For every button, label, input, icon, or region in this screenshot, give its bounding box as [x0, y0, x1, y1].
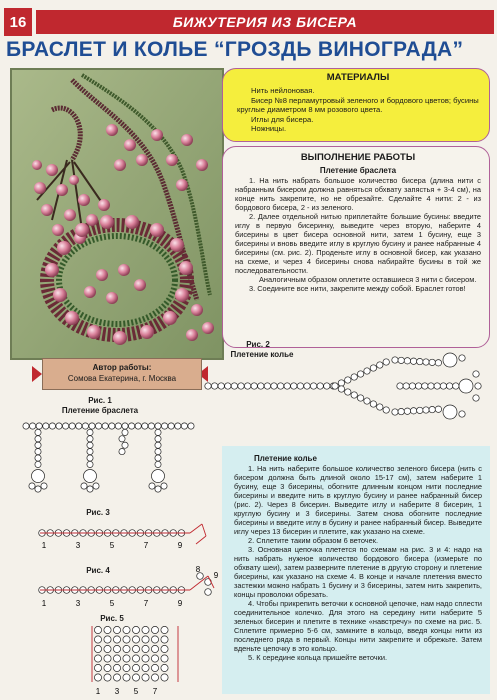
bead-circle: [422, 383, 428, 389]
bracelet-subheading: Плетение браслета: [319, 166, 397, 175]
bead-circle: [82, 423, 88, 429]
bead-circle: [161, 645, 168, 652]
bead-circle: [142, 674, 149, 681]
bead-circle: [155, 442, 161, 448]
bead-circle: [271, 383, 277, 389]
bead-circle: [345, 377, 351, 383]
bead-circle: [129, 423, 135, 429]
bead-circle: [443, 353, 457, 367]
bead-circle: [443, 405, 457, 419]
bead-circle: [151, 664, 158, 671]
bead-circle: [94, 655, 101, 662]
bead-circle: [435, 406, 441, 412]
bead-circle: [218, 383, 224, 389]
bead-circle: [87, 461, 93, 467]
bead-circle: [123, 674, 130, 681]
bead-circle: [434, 383, 440, 389]
bead-circle: [148, 423, 154, 429]
bead-circle: [377, 362, 383, 368]
bead-circle: [338, 386, 344, 392]
bead-circle: [264, 383, 270, 389]
bead-circle: [473, 395, 479, 401]
bead-circle: [317, 383, 323, 389]
fig3-bead-number: 3: [75, 541, 81, 550]
bead-circle: [357, 395, 363, 401]
bead-circle: [383, 407, 389, 413]
materials-box: [222, 68, 490, 142]
bead-circle: [149, 483, 155, 489]
bead-circle: [142, 423, 148, 429]
bead-circle: [56, 423, 62, 429]
bead-circle: [324, 383, 330, 389]
fig5-bead-number: 7: [152, 687, 158, 696]
bead-circle: [161, 483, 167, 489]
bead-circle: [93, 483, 99, 489]
bead-circle: [123, 664, 130, 671]
bead-circle: [155, 461, 161, 467]
bracelet-step: 3. Соедините все нити, закрепите между собой. Браслет готов!: [249, 284, 466, 293]
materials-item: Иглы для бисера.: [251, 114, 314, 124]
bead-circle: [35, 461, 41, 467]
bead-circle: [113, 664, 120, 671]
fig5-bead-number: 5: [133, 687, 139, 696]
bead-circle: [161, 655, 168, 662]
bead-circle: [84, 470, 97, 483]
bead-circle: [94, 626, 101, 633]
bead-circle: [345, 389, 351, 395]
fig2-title: Рис. 2: [246, 340, 270, 349]
bead-circle: [423, 359, 429, 365]
bead-circle: [291, 383, 297, 389]
bead-circle: [398, 357, 404, 363]
jewelry-photo: [10, 68, 224, 360]
fig3-bead-number: 9: [177, 541, 183, 550]
bead-circle: [459, 379, 473, 393]
bead-circle: [119, 449, 125, 455]
fig1-title: Рис. 1: [88, 396, 112, 405]
fig2-caption: Плетение колье: [230, 350, 294, 359]
author-ribbon-left: [32, 366, 42, 382]
materials-item: Нить нейлоновая.: [251, 86, 315, 96]
bead-circle: [43, 423, 49, 429]
bead-circle: [94, 645, 101, 652]
bead-circle: [404, 358, 410, 364]
bead-circle: [151, 655, 158, 662]
bead-circle: [102, 423, 108, 429]
bracelet-step: 1. На нить набрать большое количество бисера (длина нити с набранным бисером должна равняться обхвату запястья + 3-4 см), на конце нить закрепите, но не обрезайте. Сделайте 4 нити: 2 - из бордового бисера, 2 - из зеленого.: [235, 176, 481, 212]
bead-circle: [392, 357, 398, 363]
bead-circle: [225, 383, 231, 389]
bead-circle: [35, 486, 41, 492]
bead-circle: [35, 449, 41, 455]
necklace-step: 1. На нить наберите большое количество зеленого бисера (нить с бисером должна быть длиной около 15-17 см), затем наберите 1 бусину, еще 3 бисерины, обогните длинным концом нити последние бисерины и введите нить в круглую бусину и ранее набранный бисер (рис. 2). Через 8 бисерин. Выведите иглу и наберите 8 бисерин, 1 круглую бусину и 3 бисерины. Затем снова обогните последние бисерины и введите иглу в бусину и ранее набранный бисер. Выведите иглу через 13 бисерин и плетите, как указано на схеме.: [234, 464, 482, 536]
bead-circle: [310, 383, 316, 389]
bead-circle: [89, 423, 95, 429]
bead-circle: [423, 407, 429, 413]
bead-circle: [142, 655, 149, 662]
fig5-bead-number: 3: [114, 687, 120, 696]
bead-circle: [415, 383, 421, 389]
bead-circle: [113, 674, 120, 681]
bead-circle: [155, 455, 161, 461]
bead-circle: [151, 636, 158, 643]
bead-circle: [251, 383, 257, 389]
bead-circle: [155, 486, 161, 492]
bead-circle: [113, 636, 120, 643]
bead-circle: [297, 383, 303, 389]
bracelet-step: Аналогичным образом оплетите оставшиеся 3 нити с бисером.: [259, 275, 477, 284]
bead-circle: [36, 423, 42, 429]
bead-circle: [181, 423, 187, 429]
materials-item: Ножницы.: [251, 124, 287, 134]
bead-circle: [410, 358, 416, 364]
fig4-bead-number: 9: [177, 599, 183, 608]
fig2-diagram: [200, 352, 494, 444]
fig4-side-number: 9: [213, 571, 219, 580]
bead-circle: [351, 374, 357, 380]
bead-circle: [35, 429, 41, 435]
author-name: Сомова Екатерина, г. Москва: [67, 374, 177, 383]
bead-circle: [132, 636, 139, 643]
fig4-bead-number: 3: [75, 599, 81, 608]
bead-circle: [104, 645, 111, 652]
work-heading: ВЫПОЛНЕНИЕ РАБОТЫ: [300, 152, 416, 163]
bead-circle: [364, 398, 370, 404]
bead-circle: [151, 626, 158, 633]
bead-circle: [87, 436, 93, 442]
bead-circle: [155, 449, 161, 455]
bead-circle: [397, 383, 403, 389]
bead-circle: [473, 371, 479, 377]
bead-circle: [404, 408, 410, 414]
rubric-banner: БИЖУТЕРИЯ ИЗ БИСЕРА: [36, 10, 494, 34]
fig4-side-number: 8: [195, 566, 201, 574]
bead-circle: [135, 423, 141, 429]
bead-circle: [403, 383, 409, 389]
bead-circle: [155, 429, 161, 435]
jewelry-photo-illustration: [12, 70, 222, 358]
bead-circle: [238, 383, 244, 389]
bead-circle: [410, 408, 416, 414]
bead-circle: [123, 626, 130, 633]
bead-circle: [429, 359, 435, 365]
necklace-step: 3. Основная цепочка плетется по схемам на рис. 3 и 4: надо на нить набрать нужное количество бордового бисера (измерьте по обхвату шеи), затем разверните плетение в другую сторону и плетение бисерины, как указано на схеме 4. В конце и начале плетения вместо застежки можно набрать 1 бусину и 3 бисерины, затем нить закрепить, концы проволоки обрезать.: [234, 545, 482, 599]
fig5-title: Рис. 5: [100, 614, 124, 623]
bead-circle: [475, 383, 481, 389]
fig1-diagram: [20, 418, 200, 496]
bead-circle: [168, 423, 174, 429]
necklace-step: 4. Чтобы прикрепить веточки к основной цепочке, нам надо сплести соединительное колечко. Для этого на середину нити наберите 5 зеленых бисерин и плетите в технике «навстречу» по схеме на рис. 5. Сплетите примерно 5-6 см, замкните в кольцо, введя концы нити из последнего ряда в первый. Концы нити закрепите и обрежьте. Затем вденьте цепочку в это кольцо.: [234, 599, 482, 653]
article-title: БРАСЛЕТ И КОЛЬЕ “ГРОЗДЬ ВИНОГРАДА”: [6, 38, 464, 61]
bead-circle: [409, 383, 415, 389]
bead-circle: [142, 664, 149, 671]
bead-circle: [383, 359, 389, 365]
bead-circle: [161, 664, 168, 671]
bead-circle: [392, 409, 398, 415]
bead-circle: [132, 674, 139, 681]
bead-circle: [109, 423, 115, 429]
bead-circle: [244, 383, 250, 389]
bead-circle: [435, 360, 441, 366]
bead-circle: [151, 645, 158, 652]
bead-circle: [96, 423, 102, 429]
thread-path: [196, 536, 206, 544]
fig3-bead-number: 1: [41, 541, 47, 550]
bead-circle: [304, 383, 310, 389]
bead-circle: [76, 423, 82, 429]
bead-circle: [104, 626, 111, 633]
bead-circle: [29, 483, 35, 489]
bead-circle: [332, 383, 338, 389]
bead-circle: [417, 407, 423, 413]
bead-circle: [35, 442, 41, 448]
fig5-bead-number: 1: [95, 687, 101, 696]
necklace-instructions-box: [222, 446, 490, 694]
bead-circle: [30, 423, 36, 429]
bead-circle: [122, 429, 128, 435]
bead-circle: [161, 626, 168, 633]
bead-circle: [32, 470, 45, 483]
bead-circle: [142, 636, 149, 643]
bead-circle: [175, 423, 181, 429]
fig4-bead-number: 5: [109, 599, 115, 608]
bead-circle: [113, 645, 120, 652]
bead-circle: [453, 383, 459, 389]
bead-circle: [357, 371, 363, 377]
fig3-diagram: [30, 516, 210, 552]
bead-circle: [258, 383, 264, 389]
thread-path: [202, 524, 206, 536]
materials-heading: МАТЕРИАЛЫ: [326, 72, 390, 83]
bracelet-step: 2. Далее отдельной нитью приплетайте большие бусины: введите иглу в первую бисеринку, выведите через вторую, наберите 4 бисерины в цвет бисера основной нити, затем 1 бусину, еще 3 бисерины и вновь введите иглу в круглую бусину и ранее набранные 4 бисерины (см. рис. 2). Проденьте иглу в основной бисер, как указано на схеме, и через 4 бисерины снова набирайте бусины в той же последовательности.: [235, 212, 481, 275]
bead-circle: [338, 380, 344, 386]
fig5-diagram: [70, 622, 210, 698]
bead-circle: [123, 655, 130, 662]
bead-circle: [94, 636, 101, 643]
bead-circle: [23, 423, 29, 429]
bead-circle: [142, 645, 149, 652]
bead-circle: [417, 358, 423, 364]
bead-circle: [104, 664, 111, 671]
bead-circle: [81, 483, 87, 489]
bead-circle: [122, 423, 128, 429]
page-number: 16: [4, 8, 32, 36]
bead-circle: [142, 626, 149, 633]
bead-circle: [87, 449, 93, 455]
bead-circle: [35, 436, 41, 442]
bead-circle: [104, 674, 111, 681]
bead-circle: [104, 655, 111, 662]
bead-circle: [123, 645, 130, 652]
bead-circle: [370, 365, 376, 371]
bead-circle: [211, 383, 217, 389]
bead-circle: [63, 423, 69, 429]
bead-circle: [132, 645, 139, 652]
bead-circle: [205, 383, 211, 389]
bead-circle: [122, 442, 128, 448]
bead-circle: [115, 423, 121, 429]
bead-circle: [132, 664, 139, 671]
bead-circle: [205, 589, 212, 596]
bead-circle: [459, 411, 465, 417]
bead-circle: [151, 674, 158, 681]
necklace-step: 5. К середине кольца пришейте веточки.: [248, 653, 388, 662]
necklace-subheading: Плетение колье: [254, 454, 317, 463]
bead-circle: [155, 436, 161, 442]
bead-circle: [132, 626, 139, 633]
necklace-step: 2. Сплетите таким образом 6 веточек.: [248, 536, 379, 545]
bead-circle: [459, 355, 465, 361]
bead-circle: [113, 655, 120, 662]
bead-circle: [155, 423, 161, 429]
fig4-bead-number: 7: [143, 599, 149, 608]
fig1-caption: Плетение браслета: [61, 406, 139, 415]
bead-circle: [162, 423, 168, 429]
bead-circle: [161, 636, 168, 643]
bead-circle: [94, 664, 101, 671]
bead-circle: [87, 455, 93, 461]
bead-circle: [231, 383, 237, 389]
bead-circle: [277, 383, 283, 389]
thread-path: [190, 524, 202, 533]
bead-circle: [41, 483, 47, 489]
bead-circle: [429, 406, 435, 412]
bead-circle: [69, 423, 75, 429]
bead-circle: [284, 383, 290, 389]
fig3-bead-number: 5: [109, 541, 115, 550]
fig3-title: Рис. 3: [86, 508, 110, 517]
bead-circle: [161, 674, 168, 681]
bead-circle: [35, 455, 41, 461]
materials-item: Бисер №8 перламутровый зеленого и бордового цветов; бусины круглые диаметром 8 мм розового цвета.: [237, 95, 479, 115]
bead-circle: [446, 383, 452, 389]
bead-circle: [440, 383, 446, 389]
bead-circle: [94, 674, 101, 681]
bead-circle: [87, 429, 93, 435]
fig3-bead-number: 7: [143, 541, 149, 550]
bead-circle: [104, 636, 111, 643]
bead-circle: [132, 655, 139, 662]
instructions-box: [222, 146, 490, 348]
bead-circle: [188, 423, 194, 429]
bead-circle: [119, 436, 125, 442]
fig4-diagram: [30, 566, 220, 610]
bead-circle: [398, 408, 404, 414]
bead-circle: [123, 636, 130, 643]
bead-circle: [351, 392, 357, 398]
bead-circle: [152, 470, 165, 483]
bead-circle: [377, 404, 383, 410]
bead-circle: [428, 383, 434, 389]
fig4-bead-number: 1: [41, 599, 47, 608]
bead-circle: [87, 486, 93, 492]
bead-circle: [364, 368, 370, 374]
bead-circle: [370, 401, 376, 407]
author-box: [42, 358, 202, 390]
bead-circle: [87, 442, 93, 448]
bead-circle: [113, 626, 120, 633]
author-label: Автор работы:: [92, 363, 152, 372]
bead-circle: [49, 423, 55, 429]
fig4-title: Рис. 4: [86, 566, 110, 575]
